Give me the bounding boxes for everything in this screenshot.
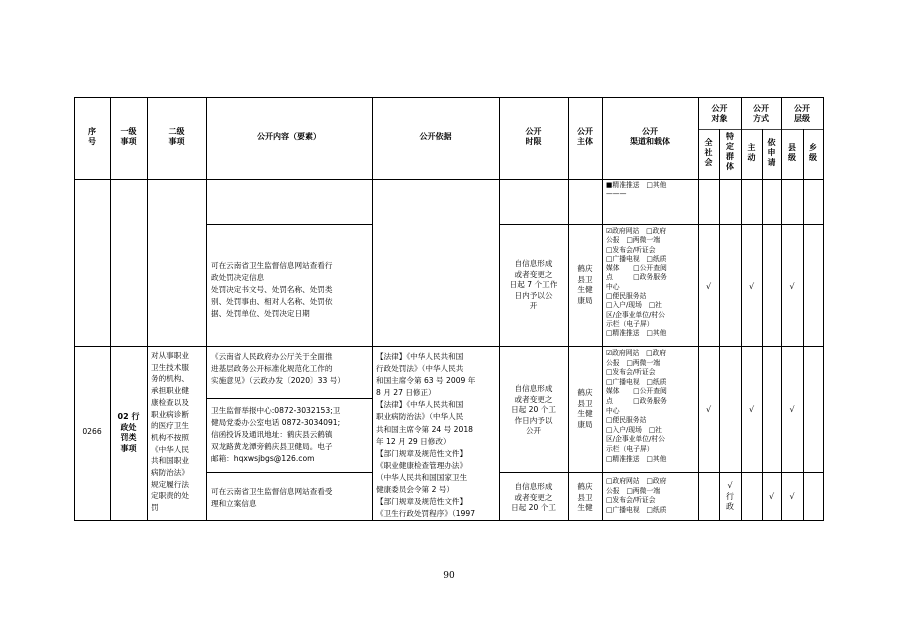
- page-number: 90: [443, 571, 455, 581]
- subheader-line-level: [781, 129, 823, 130]
- header-period: 公开 时限: [525, 127, 542, 146]
- header-target: 公开 对象: [711, 104, 728, 123]
- row3-mark-active: √: [748, 405, 755, 414]
- header-level-town: 乡 级: [809, 143, 817, 162]
- row3-basis-text: 【法律】《中华人民共和国 行政处罚法》（中华人民共 和国主席令第 63 号 2009 年 8 月 27 日修正） 【法律】《中华人民共和国 职业病防治法》（中华人民 共和国主席令第 24 号 2018 年 12 月 29 日修改） 【部门规章及规范性文件】 《职业健康检查管理办法》 （中华人民共和国国家卫生 健康委员会令第 2 号） 【部门规章及规范性文件】 《卫生行政处罚程序》（1997: [376, 352, 476, 519]
- col-border-level-county: [803, 129, 804, 521]
- row1-content-divider: [206, 224, 372, 225]
- row3-content-divider-2: [206, 472, 372, 473]
- table-top-border: [74, 97, 823, 98]
- header-target-specific: 特 定 群 体: [726, 132, 734, 171]
- row3-content-divider: [206, 398, 372, 399]
- row4-mark-specific: √ 行 政: [726, 481, 734, 512]
- col-border-subject: [602, 97, 603, 521]
- header-channel: 公开 渠道和载体: [630, 127, 670, 146]
- row3-channel-text: ☑政府网站 □政府 公报 □两微一端 □发布会/听证会 □广播电视 □纸质 媒体 □公开查阅 点 □政务服务 中心 □便民服务站 □入户/现场 □社 区/企事业单位/村公 示栏（电子屏） □精准推送 □其他: [606, 349, 667, 463]
- row3-content-b-text: 卫生监督举报中心:0872-3032153;卫 健局党委办公室电话 0872-3034091; 信函投诉及通讯地址：鹤庆县云鹤镇 双龙路黄龙潭旁鹤庆县卫健局。电子 邮箱：hqxwsjbgs@126.com: [211, 406, 341, 463]
- header-subject: 公开 主体: [577, 127, 593, 146]
- subheader-line-method: [741, 129, 781, 130]
- col-border-seq: [110, 97, 111, 521]
- row2-mark-active: √: [748, 282, 755, 291]
- header-seq: 序 号: [88, 127, 96, 146]
- row2-mark-county: √: [789, 282, 795, 291]
- header-method-active: 主 动: [747, 143, 756, 162]
- row1-right-divider: [499, 224, 823, 225]
- row1-channel-text: ■精准推送 □其他 ———: [606, 181, 667, 198]
- header-method-apply: 依 申 请: [767, 138, 776, 167]
- row4-subject-text: 鹤庆 县卫 生健: [577, 482, 593, 513]
- header-cat1: 一级 事项: [120, 127, 137, 146]
- row4-mark-apply: √: [768, 492, 775, 501]
- row3-mark-all: √: [705, 405, 712, 414]
- row4-content-text: 可在云南省卫生监督信息网站查看受 理和立案信息: [211, 487, 333, 508]
- row2-bottom-border: [74, 346, 823, 347]
- row4-period-text: 自信息形成 或者变更之 日起 20 个工: [511, 482, 556, 513]
- header-target-all: 全 社 会: [704, 138, 713, 167]
- row2-content-text: 可在云南省卫生监督信息网站查看行 政处罚决定信息 处罚决定书文号、处罚名称、处罚类 别、处罚事由、相对人名称、处罚依 据、处罚单位、处罚决定日期: [211, 261, 333, 318]
- col-border-left: [74, 97, 75, 521]
- row3-cat2-text: 对从事职业 卫生技术服 务的机构、 承担职业健 康检查以及 职业病诊断 的医疗卫生 机构不按照 《中华人民 共和国职业 病防治法》 规定履行法 定职责的处 罚: [151, 351, 189, 513]
- row3-subject-text: 鹤庆 县卫 生健 康局: [577, 388, 593, 429]
- header-level-county: 县 级: [788, 143, 796, 162]
- row3-cat1-text: 02 行 政处 罚类 事项: [117, 412, 140, 453]
- header-basis: 公开依据: [419, 132, 452, 141]
- col-border-period: [568, 97, 569, 521]
- header-method: 公开 方式: [753, 104, 769, 123]
- row4-channel-text: □政府网站 □政府 公报 □两微一端 □发布会/听证会 □广播电视 □纸质: [606, 477, 667, 514]
- header-level: 公开 层级: [794, 104, 810, 123]
- header-cat2: 二级 事项: [168, 127, 185, 146]
- row3-right-divider: [499, 472, 823, 473]
- row3-seq-text: 0266: [82, 427, 102, 436]
- row2-period-text: 自信息形成 或者变更之 日起 7 个工作 日内予以公 开: [509, 259, 558, 311]
- col-border-method-active: [762, 129, 763, 521]
- col-border-cat2: [206, 97, 207, 521]
- col-border-cat1: [147, 97, 148, 521]
- row3-content-a-text: 《云南省人民政府办公厅关于全面推 进基层政务公开标准化规范化工作的 实施意见》（云政办发〔2020〕33 号）: [211, 352, 345, 385]
- col-border-target-all: [719, 129, 720, 521]
- row2-subject-text: 鹤庆 县卫 生健 康局: [577, 264, 593, 305]
- col-border-content: [372, 97, 373, 521]
- header-bottom-border: [74, 179, 823, 180]
- row2-channel-text: ☑政府网站 □政府 公报 □两微一端 □发布会/听证会 □广播电视 □纸质 媒体 □公开查阅 点 □政务服务 中心 □便民服务站 □入户/现场 □社 区/企事业单位/村公 示栏（电子屏） □精准推送 □其他: [606, 227, 667, 338]
- row3-mark-county: √: [789, 405, 795, 414]
- header-content: 公开内容（要素）: [257, 132, 321, 141]
- row4-mark-county: √: [789, 492, 795, 501]
- col-border-right: [823, 97, 824, 521]
- row2-mark-all: √: [705, 282, 712, 291]
- row3-period-text: 自信息形成 或者变更之 日起 20 个工 作日内予以 公开: [511, 384, 556, 436]
